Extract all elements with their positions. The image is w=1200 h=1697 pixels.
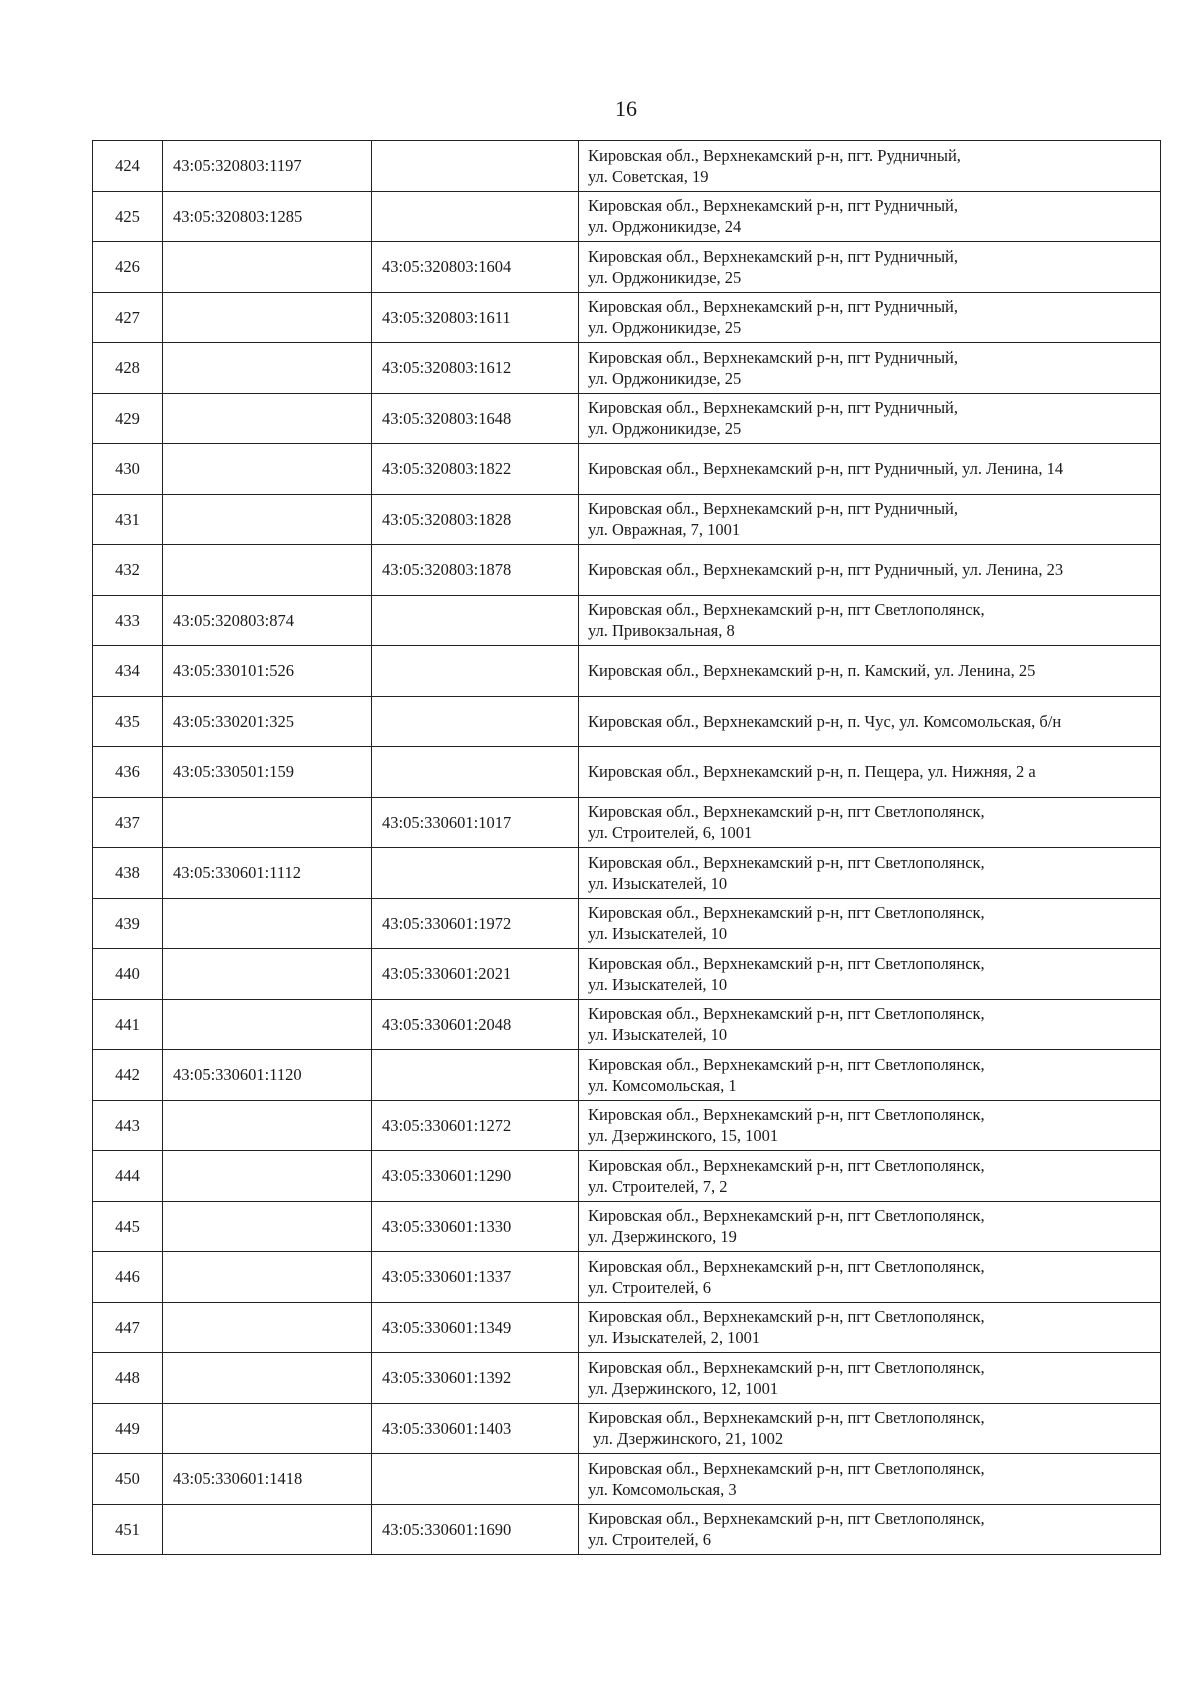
table-row	[93, 646, 1161, 697]
cadastral-number-cell: 43:05:320803:1285	[163, 191, 372, 242]
address-cell	[579, 646, 1161, 697]
address-line: Кировская обл., Верхнекамский р-н, пгт Светлополянск,	[588, 1155, 985, 1175]
cadastral-number-cell-secondary: 43:05:330601:1690	[372, 1504, 579, 1555]
row-number: 440	[93, 949, 163, 1000]
address-cell	[579, 242, 1161, 293]
address-cell	[579, 494, 1161, 545]
address-line: Кировская обл., Верхнекамский р-н, пгт Светлополянск,	[588, 1458, 985, 1478]
address-line: Кировская обл., Верхнекамский р-н, п. Пещера, ул. Нижняя, 2 а	[588, 762, 1036, 782]
address-line: ул. Дзержинского, 19	[588, 1227, 737, 1247]
cadastral-number-cell-secondary: 43:05:330601:2021	[372, 949, 579, 1000]
cadastral-number-cell-secondary	[372, 747, 579, 798]
cadastral-number-cell-secondary	[372, 1454, 579, 1505]
cadastral-number-cell-secondary	[372, 1050, 579, 1101]
row-number: 434	[93, 646, 163, 697]
cadastral-number-cell: 43:05:330501:159	[163, 747, 372, 798]
cadastral-number-cell	[163, 494, 372, 545]
address-line: ул. Комсомольская, 1	[588, 1075, 737, 1095]
cadastral-number-cell-secondary	[372, 696, 579, 747]
address-line: ул. Строителей, 6	[588, 1530, 711, 1550]
address-line: ул. Изыскателей, 10	[588, 873, 728, 893]
cadastral-number-cell-secondary	[372, 191, 579, 242]
cadastral-number-cell-secondary: 43:05:330601:1972	[372, 898, 579, 949]
cadastral-number-cell: 43:05:330101:526	[163, 646, 372, 697]
address-cell	[579, 444, 1161, 495]
address-line: ул. Изыскателей, 10	[588, 974, 728, 994]
table-row	[93, 797, 1161, 848]
address-line: Кировская обл., Верхнекамский р-н, пгт Светлополянск,	[588, 1357, 985, 1377]
cadastral-number-cell	[163, 1302, 372, 1353]
address-line: ул. Орджоникидзе, 25	[588, 368, 742, 388]
cadastral-number-cell-secondary: 43:05:330601:1017	[372, 797, 579, 848]
cadastral-number-cell-secondary: 43:05:330601:1337	[372, 1252, 579, 1303]
cadastral-number-cell: 43:05:330601:1120	[163, 1050, 372, 1101]
property-register-table	[92, 140, 1161, 1555]
address-line: Кировская обл., Верхнекамский р-н, пгт Рудничный,	[588, 347, 959, 367]
address-cell	[579, 898, 1161, 949]
table-row	[93, 949, 1161, 1000]
table-row	[93, 141, 1161, 192]
address-cell	[579, 1302, 1161, 1353]
row-number: 425	[93, 191, 163, 242]
address-cell	[579, 1151, 1161, 1202]
row-number: 446	[93, 1252, 163, 1303]
cadastral-number-cell-secondary	[372, 141, 579, 192]
cadastral-number-cell-secondary: 43:05:320803:1612	[372, 343, 579, 394]
cadastral-number-cell-secondary: 43:05:330601:1330	[372, 1201, 579, 1252]
cadastral-number-cell-secondary: 43:05:320803:1878	[372, 545, 579, 596]
row-number: 435	[93, 696, 163, 747]
table-row	[93, 191, 1161, 242]
cadastral-number-cell-secondary: 43:05:320803:1828	[372, 494, 579, 545]
address-line: Кировская обл., Верхнекамский р-н, пгт Рудничный,	[588, 398, 959, 418]
row-number: 438	[93, 848, 163, 899]
row-number: 432	[93, 545, 163, 596]
address-line: ул. Дзержинского, 15, 1001	[588, 1126, 779, 1146]
row-number: 437	[93, 797, 163, 848]
address-line: Кировская обл., Верхнекамский р-н, пгт Светлополянск,	[588, 1509, 985, 1529]
address-line: Кировская обл., Верхнекамский р-н, пгт Рудничный,	[588, 297, 959, 317]
table-row	[93, 292, 1161, 343]
cadastral-number-cell	[163, 1353, 372, 1404]
cadastral-number-cell	[163, 949, 372, 1000]
table-row	[93, 1201, 1161, 1252]
cadastral-number-cell	[163, 898, 372, 949]
row-number: 447	[93, 1302, 163, 1353]
address-cell	[579, 393, 1161, 444]
address-cell	[579, 1403, 1161, 1454]
address-line: ул. Строителей, 6, 1001	[588, 823, 753, 843]
address-line: Кировская обл., Верхнекамский р-н, пгт Светлополянск,	[588, 600, 985, 620]
row-number: 433	[93, 595, 163, 646]
address-cell	[579, 999, 1161, 1050]
row-number: 436	[93, 747, 163, 798]
row-number: 431	[93, 494, 163, 545]
table-row	[93, 494, 1161, 545]
table-row	[93, 696, 1161, 747]
row-number: 442	[93, 1050, 163, 1101]
address-line: ул. Строителей, 7, 2	[588, 1176, 728, 1196]
row-number: 439	[93, 898, 163, 949]
cadastral-number-cell: 43:05:330601:1418	[163, 1454, 372, 1505]
address-line: Кировская обл., Верхнекамский р-н, пгт Рудничный,	[588, 246, 959, 266]
table-row	[93, 1252, 1161, 1303]
address-cell	[579, 1100, 1161, 1151]
row-number: 445	[93, 1201, 163, 1252]
row-number: 427	[93, 292, 163, 343]
address-line: ул. Орджоникидзе, 25	[588, 318, 742, 338]
cadastral-number-cell-secondary: 43:05:330601:1272	[372, 1100, 579, 1151]
address-cell	[579, 292, 1161, 343]
table-row	[93, 1151, 1161, 1202]
address-cell	[579, 797, 1161, 848]
address-cell	[579, 1504, 1161, 1555]
address-cell	[579, 1353, 1161, 1404]
cadastral-number-cell-secondary: 43:05:320803:1604	[372, 242, 579, 293]
row-number: 444	[93, 1151, 163, 1202]
cadastral-number-cell: 43:05:330201:325	[163, 696, 372, 747]
address-line: Кировская обл., Верхнекамский р-н, пгт Светлополянск,	[588, 802, 985, 822]
table-row	[93, 444, 1161, 495]
row-number: 441	[93, 999, 163, 1050]
cadastral-number-cell-secondary: 43:05:330601:1349	[372, 1302, 579, 1353]
table-row	[93, 343, 1161, 394]
cadastral-number-cell	[163, 242, 372, 293]
address-line: ул. Советская, 19	[588, 166, 709, 186]
table-row	[93, 393, 1161, 444]
cadastral-number-cell-secondary: 43:05:330601:1392	[372, 1353, 579, 1404]
table-row	[93, 747, 1161, 798]
address-line: ул. Орджоникидзе, 24	[588, 217, 742, 237]
cadastral-number-cell-secondary	[372, 848, 579, 899]
address-cell	[579, 747, 1161, 798]
address-line: Кировская обл., Верхнекамский р-н, пгт Светлополянск,	[588, 1054, 985, 1074]
table-row	[93, 545, 1161, 596]
cadastral-number-cell: 43:05:320803:874	[163, 595, 372, 646]
address-line: Кировская обл., Верхнекамский р-н, пгт Светлополянск,	[588, 852, 985, 872]
address-cell	[579, 343, 1161, 394]
address-cell	[579, 1201, 1161, 1252]
cadastral-number-cell: 43:05:330601:1112	[163, 848, 372, 899]
address-line: Кировская обл., Верхнекамский р-н, пгт Рудничный,	[588, 499, 959, 519]
cadastral-number-cell	[163, 797, 372, 848]
cadastral-number-cell-secondary: 43:05:320803:1822	[372, 444, 579, 495]
row-number: 429	[93, 393, 163, 444]
address-cell	[579, 191, 1161, 242]
address-line: ул. Изыскателей, 10	[588, 1025, 728, 1045]
cadastral-number-cell	[163, 1403, 372, 1454]
row-number: 448	[93, 1353, 163, 1404]
address-cell	[579, 949, 1161, 1000]
table-row	[93, 1353, 1161, 1404]
cadastral-number-cell	[163, 1100, 372, 1151]
address-cell	[579, 848, 1161, 899]
row-number: 450	[93, 1454, 163, 1505]
address-cell	[579, 545, 1161, 596]
address-line: Кировская обл., Верхнекамский р-н, пгт Светлополянск,	[588, 1004, 985, 1024]
address-line: ул. Дзержинского, 12, 1001	[588, 1378, 779, 1398]
register-body	[93, 141, 1161, 1555]
row-number: 430	[93, 444, 163, 495]
cadastral-number-cell	[163, 1201, 372, 1252]
table-row	[93, 1504, 1161, 1555]
address-line: Кировская обл., Верхнекамский р-н, пгт Светлополянск,	[588, 1408, 985, 1428]
row-number: 451	[93, 1504, 163, 1555]
address-line: ул. Комсомольская, 3	[588, 1479, 737, 1499]
row-number: 428	[93, 343, 163, 394]
address-cell	[579, 696, 1161, 747]
table-row	[93, 898, 1161, 949]
address-line: Кировская обл., Верхнекамский р-н, пгт Светлополянск,	[588, 953, 985, 973]
cadastral-number-cell	[163, 393, 372, 444]
cadastral-number-cell-secondary: 43:05:330601:1403	[372, 1403, 579, 1454]
table-row	[93, 242, 1161, 293]
address-line: ул. Изыскателей, 2, 1001	[588, 1328, 761, 1348]
cadastral-number-cell	[163, 444, 372, 495]
address-line: Кировская обл., Верхнекамский р-н, пгт Рудничный,	[588, 196, 959, 216]
address-line: ул. Овражная, 7, 1001	[588, 520, 741, 540]
address-line: ул. Дзержинского, 21, 1002	[593, 1429, 784, 1449]
cadastral-number-cell-secondary: 43:05:330601:1290	[372, 1151, 579, 1202]
table-row	[93, 1454, 1161, 1505]
address-line: Кировская обл., Верхнекамский р-н, пгт Светлополянск,	[588, 1256, 985, 1276]
row-number: 449	[93, 1403, 163, 1454]
address-cell	[579, 1050, 1161, 1101]
table-row	[93, 1050, 1161, 1101]
page-number: 16	[615, 96, 637, 121]
address-line: Кировская обл., Верхнекамский р-н, пгт Рудничный, ул. Ленина, 14	[588, 459, 1064, 479]
table-row	[93, 595, 1161, 646]
address-cell	[579, 1252, 1161, 1303]
address-line: Кировская обл., Верхнекамский р-н, пгт Светлополянск,	[588, 1307, 985, 1327]
address-line: Кировская обл., Верхнекамский р-н, пгт. Рудничный,	[588, 145, 961, 165]
cadastral-number-cell	[163, 545, 372, 596]
cadastral-number-cell-secondary	[372, 595, 579, 646]
cadastral-number-cell	[163, 1252, 372, 1303]
address-cell	[579, 595, 1161, 646]
table-row	[93, 999, 1161, 1050]
table-row	[93, 848, 1161, 899]
cadastral-number-cell	[163, 343, 372, 394]
cadastral-number-cell-secondary: 43:05:330601:2048	[372, 999, 579, 1050]
row-number: 443	[93, 1100, 163, 1151]
table-row	[93, 1403, 1161, 1454]
cadastral-number-cell-secondary: 43:05:320803:1611	[372, 292, 579, 343]
address-line: Кировская обл., Верхнекамский р-н, пгт Светлополянск,	[588, 1105, 985, 1125]
address-line: ул. Изыскателей, 10	[588, 924, 728, 944]
cadastral-number-cell-secondary	[372, 646, 579, 697]
address-line: ул. Строителей, 6	[588, 1277, 711, 1297]
address-cell	[579, 1454, 1161, 1505]
address-line: ул. Орджоникидзе, 25	[588, 267, 742, 287]
cadastral-number-cell-secondary: 43:05:320803:1648	[372, 393, 579, 444]
address-line: Кировская обл., Верхнекамский р-н, п. Камский, ул. Ленина, 25	[588, 661, 1036, 681]
row-number: 426	[93, 242, 163, 293]
address-line: Кировская обл., Верхнекамский р-н, пгт Рудничный, ул. Ленина, 23	[588, 560, 1064, 580]
address-line: ул. Привокзальная, 8	[588, 621, 735, 641]
cadastral-number-cell	[163, 1151, 372, 1202]
cadastral-number-cell	[163, 1504, 372, 1555]
address-cell	[579, 141, 1161, 192]
address-line: ул. Орджоникидзе, 25	[588, 419, 742, 439]
cadastral-number-cell	[163, 292, 372, 343]
address-line: Кировская обл., Верхнекамский р-н, п. Чус, ул. Комсомольская, б/н	[588, 711, 1062, 731]
address-line: Кировская обл., Верхнекамский р-н, пгт Светлополянск,	[588, 903, 985, 923]
row-number: 424	[93, 141, 163, 192]
table-row	[93, 1302, 1161, 1353]
address-line: Кировская обл., Верхнекамский р-н, пгт Светлополянск,	[588, 1206, 985, 1226]
cadastral-number-cell: 43:05:320803:1197	[163, 141, 372, 192]
cadastral-number-cell	[163, 999, 372, 1050]
table-row	[93, 1100, 1161, 1151]
